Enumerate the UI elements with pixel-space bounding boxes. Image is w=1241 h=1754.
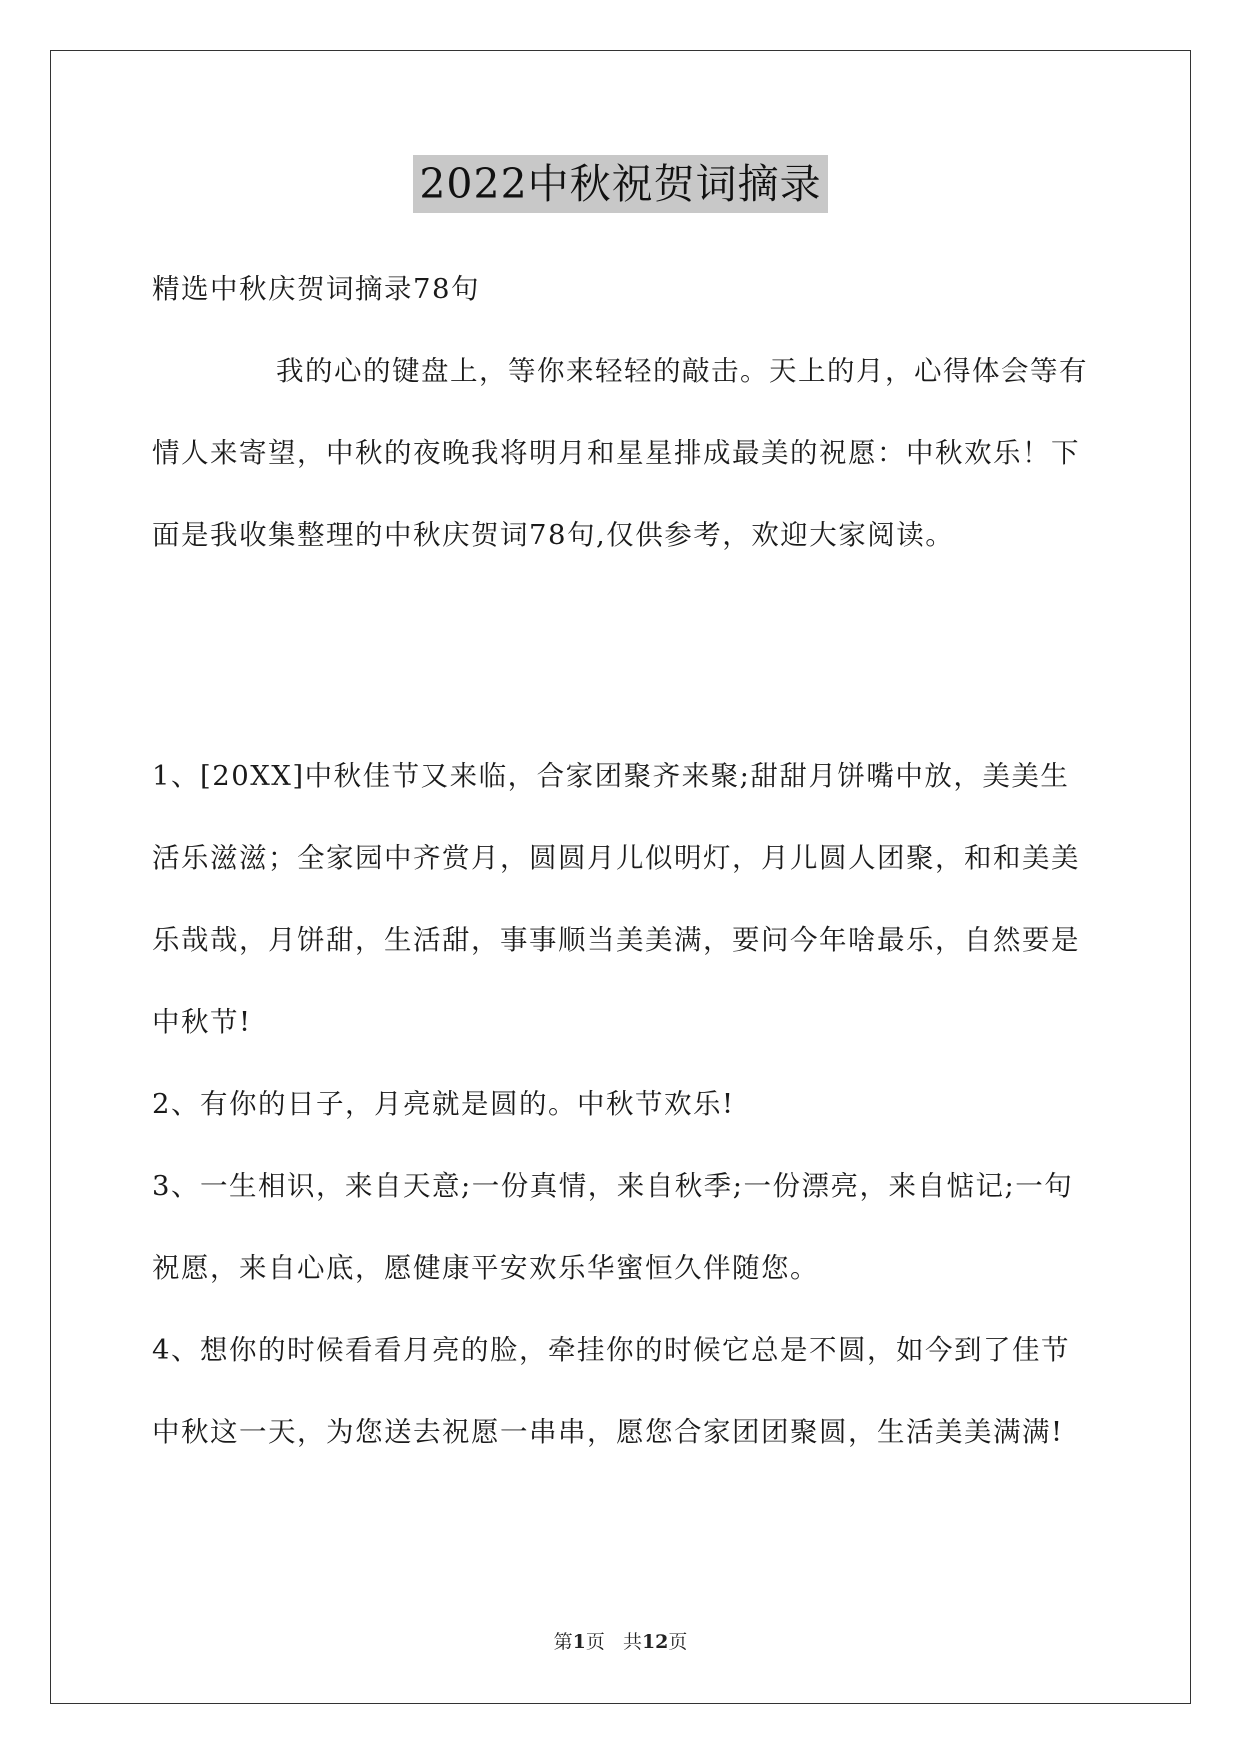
- total-pages-number: 12: [641, 1631, 669, 1653]
- footer-suffix: 页: [668, 1631, 688, 1653]
- page-footer: [0, 1630, 1241, 1654]
- footer-middle: 页 共: [585, 1631, 642, 1653]
- title-container: [0, 155, 1241, 213]
- entry-paragraph: 2、有你的日子，月亮就是圆的。中秋节欢乐!: [152, 1088, 735, 1120]
- footer-prefix: 第: [553, 1631, 573, 1653]
- intro-paragraph: 我的心的键盘上，等你来轻轻的敲击。天上的月，心得体会等有情人来寄望，中秋的夜晚我将明月和星星排成最美的祝愿：中秋欢乐！下面是我收集整理的中秋庆贺词78句,仅供参考，欢迎大家阅读。: [152, 355, 1088, 551]
- document-title: 2022中秋祝贺词摘录: [413, 155, 827, 213]
- current-page-number: 1: [572, 1631, 586, 1653]
- entry-paragraph: 4、想你的时候看看月亮的脸，牵挂你的时候它总是不圆，如今到了佳节中秋这一天，为您送去祝愿一串串，愿您合家团团聚圆，生活美美满满!: [152, 1334, 1070, 1448]
- entry-paragraph: 1、[20XX]中秋佳节又来临，合家团聚齐来聚;甜甜月饼嘴中放，美美生活乐滋滋；全家园中齐赏月，圆圆月儿似明灯，月儿圆人团聚，和和美美乐哉哉，月饼甜，生活甜，事事顺当美美满，要问今年啥最乐，自然要是中秋节!: [152, 760, 1080, 1038]
- entries-list: [152, 735, 1097, 1473]
- entry-paragraph: 3、一生相识，来自天意;一份真情，来自秋季;一份漂亮，来自惦记;一句祝愿，来自心底，愿健康平安欢乐华蜜恒久伴随您。: [152, 1170, 1074, 1284]
- document-subtitle: 精选中秋庆贺词摘录78句: [152, 273, 480, 305]
